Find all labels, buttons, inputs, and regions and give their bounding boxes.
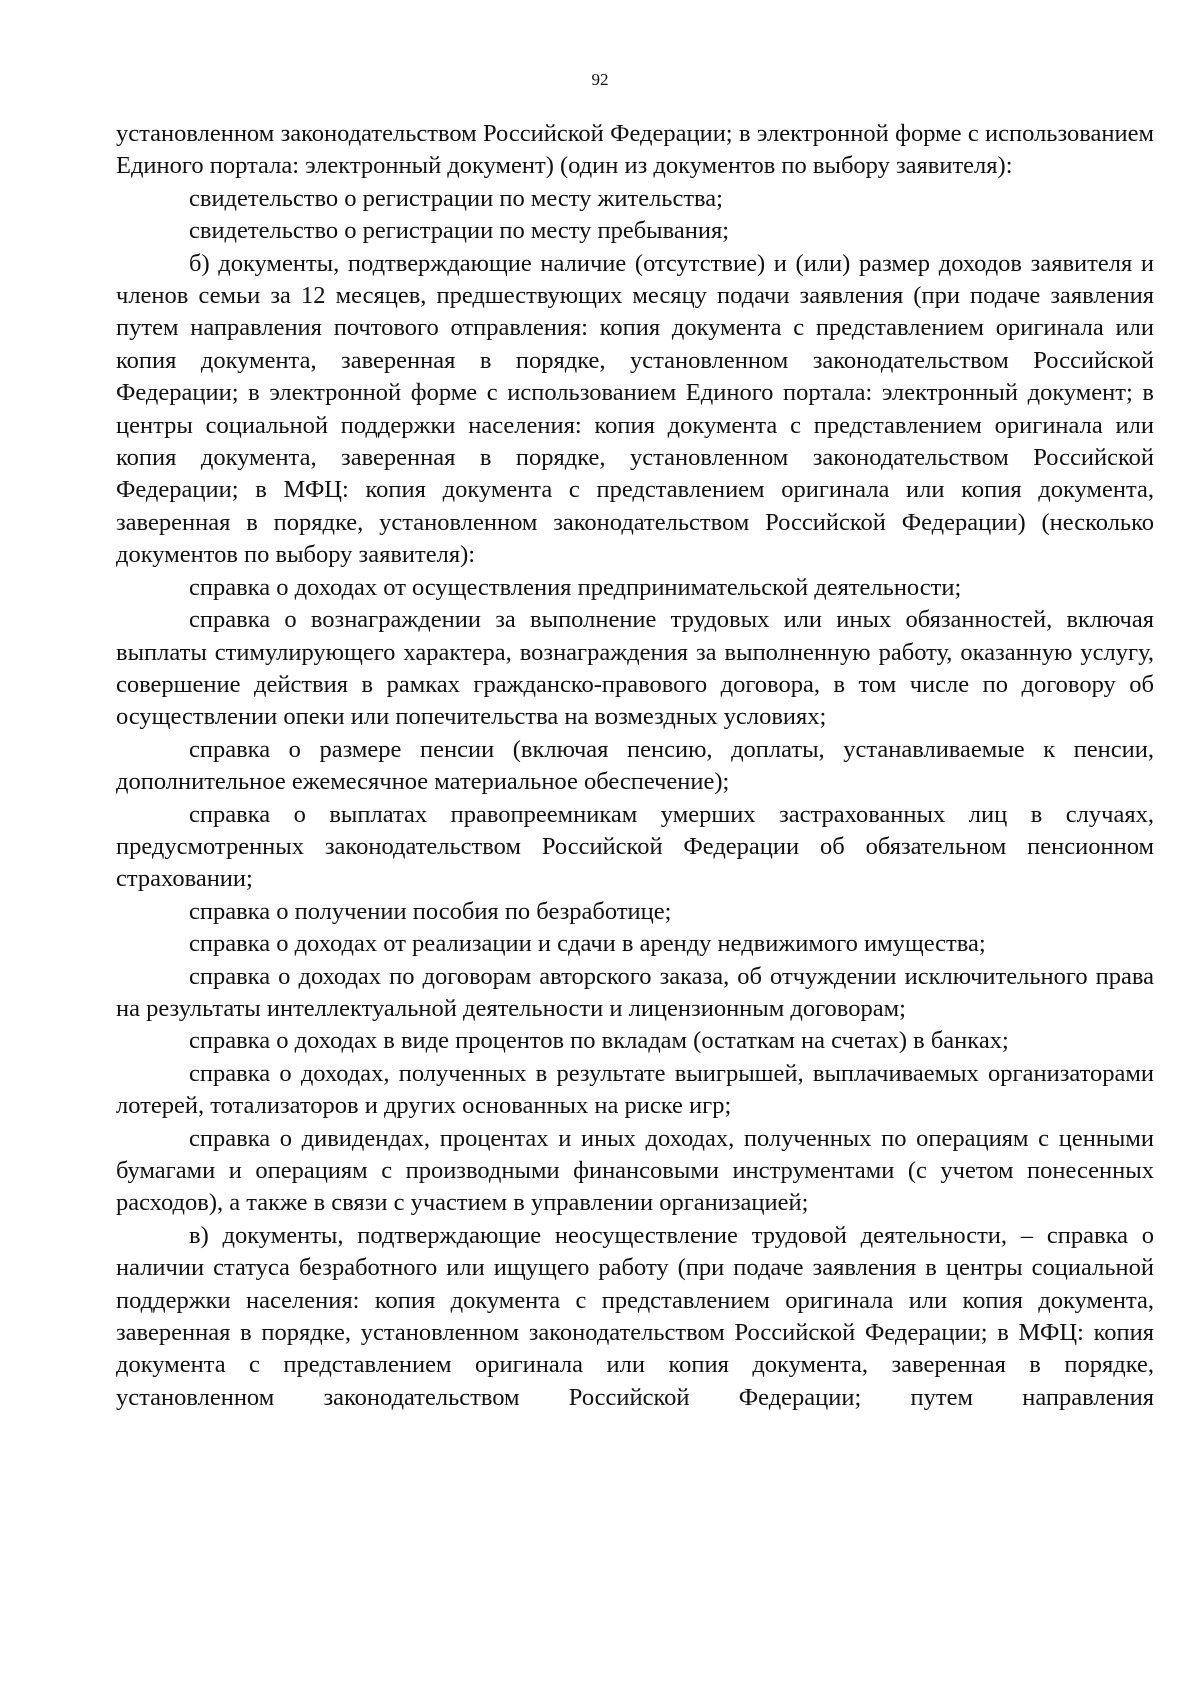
document-body [116,118,1154,1414]
list-item: справка о доходах в виде процентов по вкладам (остаткам на счетах) в банках; [189,1027,1009,1055]
paragraph-continuation: установленном законодательством Российской Федерации; в электронной форме с использованием Единого портала: электронный документ) (один из документов по выбору заявителя): [116,120,1154,180]
list-item: свидетельство о регистрации по месту жительства; [189,184,723,212]
list-item: справка о доходах от осуществления предпринимательской деятельности; [189,573,962,601]
list-item: справка о вознаграждении за выполнение трудовых или иных обязанностей, включая выплаты стимулирующего характера, вознаграждения за выполненную работу, оказанную услугу, совершение действия в рамках гражданско-правового договора, в том числе по договору об осуществлении опеки или попечительства на возмездных условиях; [116,606,1154,731]
list-item: справка о дивидендах, процентах и иных доходах, полученных по операциям с ценными бумагами и операциям с производными финансовыми инструментами (с учетом понесенных расходов), а также в связи с участием в управлении организацией; [116,1124,1154,1217]
paragraph-item-b: б) документы, подтверждающие наличие (отсутствие) и (или) размер доходов заявителя и членов семьи за 12 месяцев, предшествующих месяцу подачи заявления (при подаче заявления путем направления почтового отправления: копия документа с представлением оригинала или копия документа, заверенная в порядке, установленном законодательством Российской Федерации; в электронной форме с использованием Единого портала: электронный документ; в центры социальной поддержки населения: копия документа с представлением оригинала или копия документа, заверенная в порядке, установленном законодательством Российской Федерации; в МФЦ: копия документа с представлением оригинала или копия документа, заверенная в порядке, установленном законодательством Российской Федерации) (несколько документов по выбору заявителя): [116,249,1154,569]
list-item: справка о получении пособия по безработице; [189,897,672,925]
paragraph-item-v: в) документы, подтверждающие неосуществление трудовой деятельности, – справка о наличии статуса безработного или ищущего работу (при подаче заявления в центры социальной поддержки населения: копия документа с представлением оригинала или копия документа, заверенная в порядке, установленном законодательством Российской Федерации; в МФЦ: копия документа с представлением оригинала или копия документа, заверенная в порядке, установленном законодательством Российской Федерации; путем направления [116,1221,1154,1411]
list-item: справка о доходах по договорам авторского заказа, об отчуждении исключительного права на результаты интеллектуальной деятельности и лицензионным договорам; [116,962,1154,1022]
page-number: 92 [591,70,609,89]
list-item: справка о выплатах правопреемникам умерших застрахованных лиц в случаях, предусмотренных законодательством Российской Федерации об обязательном пенсионном страховании; [116,800,1154,893]
list-item: справка о размере пенсии (включая пенсию, доплаты, устанавливаемые к пенсии, дополнительное ежемесячное материальное обеспечение); [116,735,1154,796]
list-item: справка о доходах, полученных в результате выигрышей, выплачиваемых организаторами лотерей, тотализаторов и других основанных на риске игр; [116,1059,1154,1120]
list-item: справка о доходах от реализации и сдачи в аренду недвижимого имущества; [189,930,986,958]
list-item: свидетельство о регистрации по месту пребывания; [189,217,730,245]
